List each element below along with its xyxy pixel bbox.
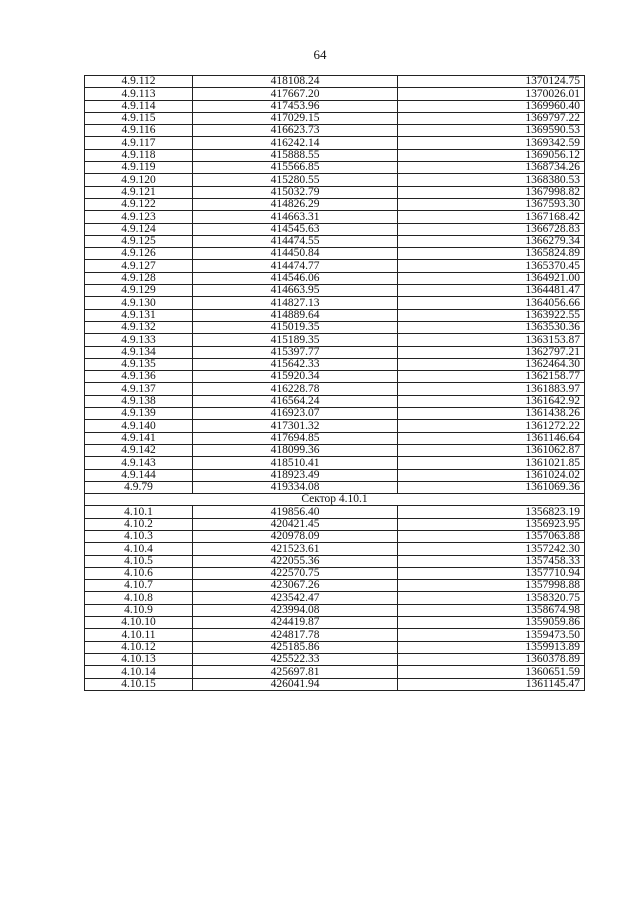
- table-row: [85, 272, 585, 284]
- table-row: [85, 223, 585, 235]
- y-coordinate-cell: 1357998.88: [398, 580, 585, 592]
- table-row: [85, 309, 585, 321]
- point-id-cell: 4.9.134: [85, 346, 193, 358]
- table-row: [85, 198, 585, 210]
- table-row: [85, 149, 585, 161]
- y-coordinate-cell: 1367168.42: [398, 211, 585, 223]
- y-coordinate-cell: 1361883.97: [398, 383, 585, 395]
- table-row: [85, 100, 585, 112]
- table-row: [85, 235, 585, 247]
- x-coordinate-cell: 415642.33: [193, 358, 398, 370]
- y-coordinate-cell: 1361145.47: [398, 678, 585, 690]
- point-id-cell: 4.9.133: [85, 334, 193, 346]
- x-coordinate-cell: 417453.96: [193, 100, 398, 112]
- x-coordinate-cell: 414474.77: [193, 260, 398, 272]
- point-id-cell: 4.9.121: [85, 186, 193, 198]
- y-coordinate-cell: 1362797.21: [398, 346, 585, 358]
- point-id-cell: 4.10.8: [85, 592, 193, 604]
- x-coordinate-cell: 422570.75: [193, 567, 398, 579]
- x-coordinate-cell: 424419.87: [193, 617, 398, 629]
- point-id-cell: 4.9.125: [85, 235, 193, 247]
- y-coordinate-cell: 1360651.59: [398, 666, 585, 678]
- x-coordinate-cell: 414663.95: [193, 285, 398, 297]
- x-coordinate-cell: 418108.24: [193, 76, 398, 88]
- x-coordinate-cell: 415189.35: [193, 334, 398, 346]
- coordinates-table: [84, 75, 585, 691]
- point-id-cell: 4.9.132: [85, 321, 193, 333]
- point-id-cell: 4.10.2: [85, 518, 193, 530]
- x-coordinate-cell: 423542.47: [193, 592, 398, 604]
- y-coordinate-cell: 1368734.26: [398, 162, 585, 174]
- point-id-cell: 4.10.11: [85, 629, 193, 641]
- x-coordinate-cell: 420421.45: [193, 518, 398, 530]
- table-row: [85, 321, 585, 333]
- x-coordinate-cell: 421523.61: [193, 543, 398, 555]
- table-row: [85, 666, 585, 678]
- table-row: [85, 580, 585, 592]
- table-row: [85, 469, 585, 481]
- table-row: [85, 125, 585, 137]
- x-coordinate-cell: 417667.20: [193, 88, 398, 100]
- y-coordinate-cell: 1365824.89: [398, 248, 585, 260]
- point-id-cell: 4.9.129: [85, 285, 193, 297]
- x-coordinate-cell: 418510.41: [193, 457, 398, 469]
- point-id-cell: 4.9.118: [85, 149, 193, 161]
- table-row: [85, 567, 585, 579]
- y-coordinate-cell: 1364056.66: [398, 297, 585, 309]
- x-coordinate-cell: 415019.35: [193, 321, 398, 333]
- point-id-cell: 4.9.122: [85, 198, 193, 210]
- y-coordinate-cell: 1368380.53: [398, 174, 585, 186]
- x-coordinate-cell: 415032.79: [193, 186, 398, 198]
- sector-title: Сектор 4.10.1: [85, 494, 585, 506]
- point-id-cell: 4.9.126: [85, 248, 193, 260]
- y-coordinate-cell: 1361069.36: [398, 481, 585, 493]
- x-coordinate-cell: 418923.49: [193, 469, 398, 481]
- table-row: [85, 186, 585, 198]
- x-coordinate-cell: 415397.77: [193, 346, 398, 358]
- x-coordinate-cell: 414827.13: [193, 297, 398, 309]
- table-row: [85, 162, 585, 174]
- table-row: [85, 408, 585, 420]
- y-coordinate-cell: 1366279.34: [398, 235, 585, 247]
- x-coordinate-cell: 415920.34: [193, 371, 398, 383]
- point-id-cell: 4.9.79: [85, 481, 193, 493]
- x-coordinate-cell: 414545.63: [193, 223, 398, 235]
- table-row: [85, 543, 585, 555]
- y-coordinate-cell: 1364481.47: [398, 285, 585, 297]
- y-coordinate-cell: 1357063.88: [398, 530, 585, 542]
- table-row: [85, 137, 585, 149]
- y-coordinate-cell: 1361642.92: [398, 395, 585, 407]
- table-row: [85, 653, 585, 665]
- y-coordinate-cell: 1357242.30: [398, 543, 585, 555]
- point-id-cell: 4.9.141: [85, 432, 193, 444]
- x-coordinate-cell: 415280.55: [193, 174, 398, 186]
- point-id-cell: 4.9.143: [85, 457, 193, 469]
- table-row: [85, 76, 585, 88]
- table-row: [85, 358, 585, 370]
- y-coordinate-cell: 1358674.98: [398, 604, 585, 616]
- point-id-cell: 4.9.119: [85, 162, 193, 174]
- x-coordinate-cell: 420978.09: [193, 530, 398, 542]
- point-id-cell: 4.10.9: [85, 604, 193, 616]
- table-row: [85, 592, 585, 604]
- table-row: [85, 530, 585, 542]
- table-row: [85, 678, 585, 690]
- x-coordinate-cell: 417029.15: [193, 112, 398, 124]
- table-row: [85, 518, 585, 530]
- x-coordinate-cell: 414474.55: [193, 235, 398, 247]
- point-id-cell: 4.9.131: [85, 309, 193, 321]
- point-id-cell: 4.10.4: [85, 543, 193, 555]
- table-row: [85, 297, 585, 309]
- table-row: [85, 383, 585, 395]
- x-coordinate-cell: 416564.24: [193, 395, 398, 407]
- table-row: [85, 211, 585, 223]
- point-id-cell: 4.10.3: [85, 530, 193, 542]
- coordinates-table-body: [85, 76, 585, 691]
- y-coordinate-cell: 1367998.82: [398, 186, 585, 198]
- point-id-cell: 4.9.123: [85, 211, 193, 223]
- point-id-cell: 4.9.127: [85, 260, 193, 272]
- x-coordinate-cell: 417694.85: [193, 432, 398, 444]
- table-row: [85, 604, 585, 616]
- y-coordinate-cell: 1362158.77: [398, 371, 585, 383]
- point-id-cell: 4.10.1: [85, 506, 193, 518]
- point-id-cell: 4.9.144: [85, 469, 193, 481]
- table-row: [85, 420, 585, 432]
- y-coordinate-cell: 1367593.30: [398, 198, 585, 210]
- y-coordinate-cell: 1357710.94: [398, 567, 585, 579]
- table-row: [85, 481, 585, 493]
- x-coordinate-cell: 414663.31: [193, 211, 398, 223]
- y-coordinate-cell: 1360378.89: [398, 653, 585, 665]
- point-id-cell: 4.10.10: [85, 617, 193, 629]
- x-coordinate-cell: 425522.33: [193, 653, 398, 665]
- point-id-cell: 4.9.116: [85, 125, 193, 137]
- y-coordinate-cell: 1365370.45: [398, 260, 585, 272]
- point-id-cell: 4.10.7: [85, 580, 193, 592]
- page-number: 64: [313, 47, 327, 62]
- table-row: [85, 248, 585, 260]
- x-coordinate-cell: 423994.08: [193, 604, 398, 616]
- y-coordinate-cell: 1361021.85: [398, 457, 585, 469]
- y-coordinate-cell: 1370124.75: [398, 76, 585, 88]
- table-row: [85, 174, 585, 186]
- point-id-cell: 4.9.136: [85, 371, 193, 383]
- y-coordinate-cell: 1369797.22: [398, 112, 585, 124]
- table-row: [85, 457, 585, 469]
- table-row: [85, 641, 585, 653]
- y-coordinate-cell: 1356823.19: [398, 506, 585, 518]
- table-row: [85, 506, 585, 518]
- y-coordinate-cell: 1361062.87: [398, 444, 585, 456]
- point-id-cell: 4.9.113: [85, 88, 193, 100]
- point-id-cell: 4.9.115: [85, 112, 193, 124]
- y-coordinate-cell: 1369342.59: [398, 137, 585, 149]
- table-row: [85, 260, 585, 272]
- y-coordinate-cell: 1357458.33: [398, 555, 585, 567]
- point-id-cell: 4.10.6: [85, 567, 193, 579]
- y-coordinate-cell: 1361024.02: [398, 469, 585, 481]
- y-coordinate-cell: 1369056.12: [398, 149, 585, 161]
- point-id-cell: 4.9.117: [85, 137, 193, 149]
- sector-header-row: [85, 494, 585, 506]
- x-coordinate-cell: 417301.32: [193, 420, 398, 432]
- table-row: [85, 444, 585, 456]
- point-id-cell: 4.9.135: [85, 358, 193, 370]
- y-coordinate-cell: 1363530.36: [398, 321, 585, 333]
- point-id-cell: 4.9.139: [85, 408, 193, 420]
- table-row: [85, 88, 585, 100]
- point-id-cell: 4.9.138: [85, 395, 193, 407]
- table-row: [85, 617, 585, 629]
- y-coordinate-cell: 1359059.86: [398, 617, 585, 629]
- point-id-cell: 4.9.120: [85, 174, 193, 186]
- table-row: [85, 432, 585, 444]
- x-coordinate-cell: 419334.08: [193, 481, 398, 493]
- y-coordinate-cell: 1361438.26: [398, 408, 585, 420]
- point-id-cell: 4.9.114: [85, 100, 193, 112]
- y-coordinate-cell: 1362464.30: [398, 358, 585, 370]
- x-coordinate-cell: 422055.36: [193, 555, 398, 567]
- x-coordinate-cell: 426041.94: [193, 678, 398, 690]
- table-row: [85, 346, 585, 358]
- table-row: [85, 371, 585, 383]
- x-coordinate-cell: 423067.26: [193, 580, 398, 592]
- x-coordinate-cell: 415888.55: [193, 149, 398, 161]
- point-id-cell: 4.10.5: [85, 555, 193, 567]
- x-coordinate-cell: 414450.84: [193, 248, 398, 260]
- x-coordinate-cell: 424817.78: [193, 629, 398, 641]
- x-coordinate-cell: 414826.29: [193, 198, 398, 210]
- y-coordinate-cell: 1369960.40: [398, 100, 585, 112]
- y-coordinate-cell: 1366728.83: [398, 223, 585, 235]
- y-coordinate-cell: 1361272.22: [398, 420, 585, 432]
- point-id-cell: 4.10.13: [85, 653, 193, 665]
- x-coordinate-cell: 425185.86: [193, 641, 398, 653]
- y-coordinate-cell: 1361146.64: [398, 432, 585, 444]
- x-coordinate-cell: 415566.85: [193, 162, 398, 174]
- point-id-cell: 4.9.112: [85, 76, 193, 88]
- y-coordinate-cell: 1363922.55: [398, 309, 585, 321]
- y-coordinate-cell: 1358320.75: [398, 592, 585, 604]
- point-id-cell: 4.9.137: [85, 383, 193, 395]
- point-id-cell: 4.9.140: [85, 420, 193, 432]
- point-id-cell: 4.9.128: [85, 272, 193, 284]
- x-coordinate-cell: 418099.36: [193, 444, 398, 456]
- y-coordinate-cell: 1359473.50: [398, 629, 585, 641]
- point-id-cell: 4.9.142: [85, 444, 193, 456]
- x-coordinate-cell: 416242.14: [193, 137, 398, 149]
- x-coordinate-cell: 416623.73: [193, 125, 398, 137]
- point-id-cell: 4.10.14: [85, 666, 193, 678]
- x-coordinate-cell: 414546.06: [193, 272, 398, 284]
- x-coordinate-cell: 416228.78: [193, 383, 398, 395]
- y-coordinate-cell: 1356923.95: [398, 518, 585, 530]
- point-id-cell: 4.9.124: [85, 223, 193, 235]
- y-coordinate-cell: 1364921.00: [398, 272, 585, 284]
- table-row: [85, 334, 585, 346]
- point-id-cell: 4.10.12: [85, 641, 193, 653]
- y-coordinate-cell: 1369590.53: [398, 125, 585, 137]
- y-coordinate-cell: 1370026.01: [398, 88, 585, 100]
- x-coordinate-cell: 419856.40: [193, 506, 398, 518]
- x-coordinate-cell: 425697.81: [193, 666, 398, 678]
- table-row: [85, 629, 585, 641]
- x-coordinate-cell: 414889.64: [193, 309, 398, 321]
- y-coordinate-cell: 1359913.89: [398, 641, 585, 653]
- table-row: [85, 395, 585, 407]
- table-row: [85, 112, 585, 124]
- y-coordinate-cell: 1363153.87: [398, 334, 585, 346]
- point-id-cell: 4.9.130: [85, 297, 193, 309]
- table-row: [85, 285, 585, 297]
- table-row: [85, 555, 585, 567]
- point-id-cell: 4.10.15: [85, 678, 193, 690]
- x-coordinate-cell: 416923.07: [193, 408, 398, 420]
